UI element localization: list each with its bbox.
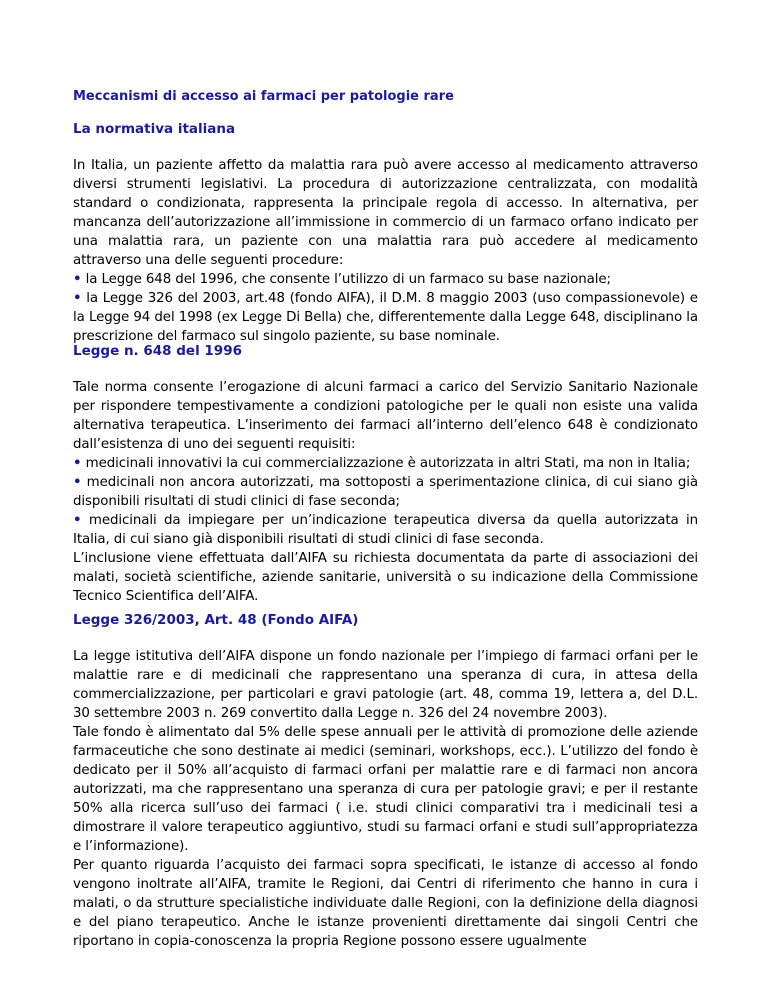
text-line: medicamento attraverso una delle seguenti procedure:: [73, 234, 698, 268]
text-line: vengono inoltrate all’AIFA, tramite le Regioni, dai Centri di riferimento che hanno in cura i: [73, 877, 698, 892]
bullet-icon: •: [73, 272, 82, 287]
section-heading: La normativa italiana: [73, 121, 236, 137]
text-line: compassionevole) e la Legge 94 del 1998 (ex Legge Di Bella) che, differentemente dalla: [73, 291, 698, 325]
list-item: [73, 454, 698, 473]
text-line: Centri che riportano in copia-conoscenza la propria Regione possono essere ugualmente: [73, 915, 698, 949]
text-line: Italia;: [653, 456, 691, 471]
text-line: D.L. 30 settembre 2003 n. 269 convertito dalla Legge n. 326 del 24 novembre 2003).: [73, 687, 698, 721]
text-line: La legge istitutiva dell’AIFA dispone un fondo nazionale per l’impiego di farmaci orfani per: [73, 649, 682, 664]
paragraph: [73, 156, 698, 270]
text-line: Tale fondo è alimentato dal 5% delle spese annuali per le attività di promozione delle: [73, 725, 642, 740]
text-line: medicinali non ancora autorizzati, ma sottoposti a sperimentazione clinica, di cui siano: [86, 475, 673, 490]
paragraph: [73, 723, 698, 856]
paragraph: [73, 647, 698, 723]
text-line: sull’appropriatezza e l’informazione).: [73, 820, 698, 854]
section-legge-648: [73, 342, 698, 606]
text-line: alternativa, per mancanza dell’autorizzazione all’immissione in commercio di un farmaco: [73, 196, 698, 230]
text-line: la Legge 326 del 2003, art.48 (fondo AIFA), il D.M. 8 maggio 2003 (uso: [86, 291, 561, 306]
text-line: per il restante 50% alla ricerca sull’uso dei farmaci ( i.e. studi clinici comparativi tra i: [73, 782, 698, 816]
text-line: del fondo è dedicato per il 50% all’acquisto di farmaci orfani per malattie rare e di farmaci: [73, 744, 698, 778]
list-item: [73, 511, 698, 549]
list-item: [73, 289, 698, 346]
section-heading: Legge n. 648 del 1996: [73, 343, 242, 359]
text-line: Per quanto riguarda l’acquisto dei farmaci sopra specificati, le istanze di accesso al fondo: [73, 858, 698, 873]
document-title: Meccanismi di accesso ai farmaci per patologie rare: [73, 89, 454, 104]
text-line: Legge 648, disciplinano la prescrizione del farmaco sul singolo paziente, su base nominale.: [73, 310, 698, 344]
text-line: Tale norma consente l’erogazione di alcuni farmaci a carico del Servizio Sanitario Nazionale: [73, 380, 698, 395]
section-body: [73, 156, 698, 346]
text-line: già disponibili risultati di studi clinici di fase seconda;: [73, 475, 698, 509]
text-line: Commissione Tecnico Scientifica dell’AIFA.: [73, 570, 698, 604]
text-line: medicinali innovativi la cui commercializzazione è autorizzata in altri Stati, ma non in: [85, 456, 650, 471]
section-heading: Legge 326/2003, Art. 48 (Fondo AIFA): [73, 612, 359, 628]
section-legge-326: [73, 611, 698, 951]
paragraph: [73, 378, 698, 454]
text-line: orfano indicato per una malattia rara, un paziente con una malattia rara può accedere al: [73, 215, 698, 249]
text-line: commercializzazione, per particolari e gravi patologie (art. 48, comma 19, lettera a, del: [73, 687, 667, 702]
bullet-icon: •: [73, 456, 82, 471]
bullet-icon: •: [73, 291, 82, 306]
text-line: malati, società scientifiche, aziende sanitarie, università o su indicazione della: [73, 570, 604, 585]
text-line: In Italia, un paziente affetto da malattia rara può avere accesso al medicamento: [73, 158, 625, 173]
text-line: medicinali da impiegare per un’indicazione terapeutica diversa da quella autorizzata in: [88, 513, 698, 528]
text-line: modalità standard o condizionata, rappresenta la principale regola di accesso. In: [73, 177, 698, 211]
text-line: attraverso diversi strumenti legislativi. La procedura di autorizzazione centralizzata, con: [73, 158, 698, 192]
text-line: medicinali tesi a dimostrare il valore terapeutico aggiuntivo, studi su farmaci orfani e studi: [73, 801, 698, 835]
text-line: Italia, di cui siano già disponibili risultati di studi clinici di fase seconda.: [73, 532, 544, 547]
text-line: le malattie rare e di medicinali che rappresentano una speranza di cura, in attesa della: [73, 649, 698, 683]
paragraph: [73, 856, 698, 951]
text-line: non ancora autorizzati, ma che rappresentano una speranza di cura per patologie gravi; e: [73, 763, 698, 797]
text-line: per rispondere tempestivamente a condizioni patologiche per le quali non esiste una valida: [73, 399, 698, 414]
section-normativa-italiana: [73, 120, 698, 346]
section-body: [73, 647, 698, 951]
text-line: diagnosi e del piano terapeutico. Anche le istanze provenienti direttamente dai singoli: [73, 896, 698, 930]
section-body: [73, 378, 698, 606]
bullet-icon: •: [73, 513, 82, 528]
text-line: L’inclusione viene effettuata dall’AIFA su richiesta documentata da parte di associazioni dei: [73, 551, 698, 566]
text-line: aziende farmaceutiche che sono destinate ai medici (seminari, workshops, ecc.). L’utilizzo: [73, 725, 698, 759]
text-line: la Legge 648 del 1996, che consente l’utilizzo di un farmaco su base nazionale;: [85, 272, 611, 287]
paragraph: [73, 549, 698, 606]
list-item: [73, 473, 698, 511]
list-item: [73, 270, 698, 289]
text-line: dall’esistenza di uno dei seguenti requisiti:: [73, 437, 356, 452]
text-line: malati, o da strutture specialistiche individuate dalle Regioni, con la definizione della: [73, 896, 638, 911]
text-line: alternativa terapeutica. L’inserimento dei farmaci all’interno dell’elenco 648 è condizionato: [73, 418, 698, 433]
bullet-icon: •: [73, 475, 82, 490]
